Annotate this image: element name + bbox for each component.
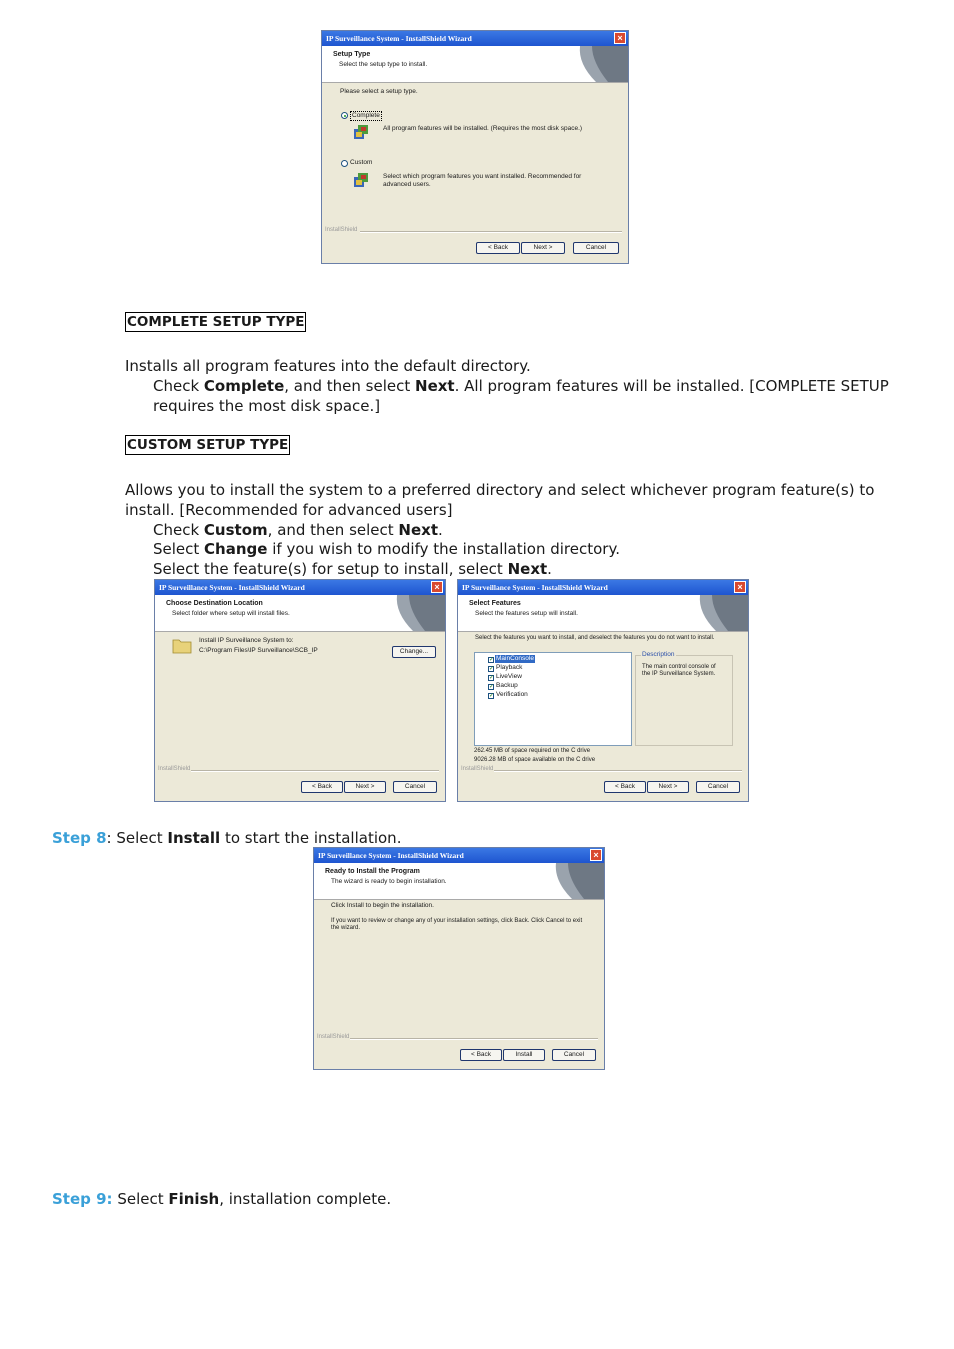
destination-dialog: [154, 579, 446, 802]
footer-separator: [350, 1038, 598, 1040]
dialog-banner: [458, 595, 748, 632]
ready-line3: the wizard.: [331, 925, 361, 931]
dialog-title: IP Surveillance System - InstallShield Wizard: [322, 31, 628, 46]
feature-backup[interactable]: Backup: [496, 682, 518, 689]
feature-checkbox[interactable]: ✓: [489, 693, 495, 699]
custom-intro-line1: Allows you to install the system to a preferred directory and select whichever program feature(s) to: [125, 481, 875, 499]
feature-verification[interactable]: Verification: [496, 691, 528, 698]
back-button[interactable]: < Back: [604, 781, 646, 793]
ready-line1: Click Install to begin the installation.: [331, 902, 434, 909]
description-label: Description: [642, 651, 675, 658]
installshield-label: InstallShield: [158, 766, 191, 772]
footer-separator: [360, 231, 622, 233]
close-icon[interactable]: ×: [734, 581, 746, 593]
description-box: [635, 651, 733, 746]
install-to-label: Install IP Surveillance System to:: [199, 637, 294, 644]
close-icon[interactable]: ×: [590, 849, 602, 861]
features-dialog: [457, 579, 749, 802]
feature-checkbox[interactable]: ✓: [489, 657, 495, 663]
custom-bullet-1: Check Custom, and then select Next.: [153, 521, 443, 539]
dialog-banner: [322, 46, 628, 83]
banner-subtitle: Select the features setup will install.: [475, 610, 578, 617]
custom-description-line2: advanced users.: [383, 181, 431, 188]
cancel-button[interactable]: Cancel: [552, 1049, 596, 1061]
banner-title: Setup Type: [333, 51, 371, 58]
cancel-button[interactable]: Cancel: [573, 242, 619, 254]
cancel-button[interactable]: Cancel: [696, 781, 740, 793]
complete-description: All program features will be installed. (Requires the most disk space.): [383, 125, 583, 132]
dialog-title: IP Surveillance System - InstallShield Wizard: [458, 580, 748, 595]
dialog-banner: [155, 595, 445, 632]
space-required: 262.45 MB of space required on the C drive: [474, 748, 591, 754]
installshield-label: InstallShield: [461, 766, 494, 772]
setup-type-dialog: [321, 30, 629, 264]
feature-playback[interactable]: Playback: [496, 664, 523, 671]
step9-label: Step 9:: [52, 1190, 113, 1208]
step9-text: Step 9: Select Finish, installation complete.: [52, 1190, 392, 1208]
complete-radio[interactable]: [341, 112, 348, 119]
ready-install-dialog: [313, 847, 605, 1070]
step8-label: Step 8: [52, 829, 107, 847]
description-text-line1: The main control console of: [642, 664, 716, 670]
folder-icon: [172, 637, 192, 654]
next-button[interactable]: Next >: [521, 242, 565, 254]
wizard-banner-art-icon: [678, 595, 748, 631]
change-button[interactable]: Change...: [392, 646, 436, 658]
banner-subtitle: The wizard is ready to begin installation.: [331, 878, 447, 885]
dialog-title: IP Surveillance System - InstallShield Wizard: [155, 580, 445, 595]
banner-title: Ready to Install the Program: [325, 868, 420, 875]
feature-checkbox[interactable]: ✓: [489, 666, 495, 672]
back-button[interactable]: < Back: [476, 242, 520, 254]
next-button[interactable]: Next >: [647, 781, 689, 793]
footer-separator: [494, 770, 742, 772]
feature-checkbox[interactable]: ✓: [489, 684, 495, 690]
features-tree[interactable]: [474, 652, 632, 746]
space-available: 9026.28 MB of space available on the C drive: [474, 757, 596, 763]
installshield-label: InstallShield: [317, 1034, 350, 1040]
ready-line2: If you want to review or change any of your installation settings, click Back. Click Cancel to exit: [331, 918, 583, 924]
custom-setup-icon: [352, 171, 370, 189]
dialog-title: IP Surveillance System - InstallShield Wizard: [314, 848, 604, 863]
cancel-button[interactable]: Cancel: [393, 781, 437, 793]
wizard-banner-art-icon: [558, 46, 628, 82]
custom-intro-line2: install. [Recommended for advanced users]: [125, 501, 453, 519]
next-button[interactable]: Next >: [344, 781, 386, 793]
complete-setup-heading: COMPLETE SETUP TYPE: [127, 314, 305, 330]
description-text-line2: the IP Surveillance System.: [642, 671, 716, 677]
features-prompt: Select the features you want to install, and deselect the features you do not want to install.: [475, 635, 715, 641]
complete-bullet-line2: requires the most disk space.]: [153, 397, 381, 415]
wizard-banner-art-icon: [375, 595, 445, 631]
wizard-banner-art-icon: [534, 863, 604, 899]
custom-setup-heading: CUSTOM SETUP TYPE: [127, 437, 289, 453]
banner-subtitle: Select folder where setup will install files.: [172, 610, 290, 617]
custom-radio[interactable]: [341, 160, 348, 167]
complete-setup-icon: [352, 123, 370, 141]
footer-separator: [191, 770, 439, 772]
install-path: C:\Program Files\IP Surveillance\SCB_IP: [199, 647, 318, 654]
back-button[interactable]: < Back: [301, 781, 343, 793]
banner-title: Select Features: [469, 600, 521, 607]
complete-bullet-line1: Check Complete, and then select Next. All program features will be installed. [COMPLETE SETUP: [153, 377, 889, 395]
custom-bullet-3: Select the feature(s) for setup to install, select Next.: [153, 560, 552, 578]
complete-radio-label[interactable]: Complete: [352, 112, 380, 119]
install-button[interactable]: Install: [503, 1049, 545, 1061]
banner-subtitle: Select the setup type to install.: [339, 61, 428, 68]
close-icon[interactable]: ×: [431, 581, 443, 593]
back-button[interactable]: < Back: [460, 1049, 502, 1061]
installshield-label: InstallShield: [325, 227, 358, 233]
feature-liveview[interactable]: LiveView: [496, 673, 522, 680]
setup-prompt: Please select a setup type.: [340, 88, 418, 95]
close-icon[interactable]: ×: [614, 32, 626, 44]
dialog-banner: [314, 863, 604, 900]
complete-intro: Installs all program features into the default directory.: [125, 357, 531, 375]
custom-description-line1: Select which program features you want installed. Recommended for: [383, 173, 582, 180]
feature-checkbox[interactable]: ✓: [489, 675, 495, 681]
banner-title: Choose Destination Location: [166, 600, 263, 607]
custom-radio-label[interactable]: Custom: [350, 159, 373, 166]
step8-text: Step 8: Select Install to start the installation.: [52, 829, 402, 847]
custom-bullet-2: Select Change if you wish to modify the installation directory.: [153, 540, 620, 558]
feature-mainconsole[interactable]: MainConsole: [496, 655, 534, 662]
